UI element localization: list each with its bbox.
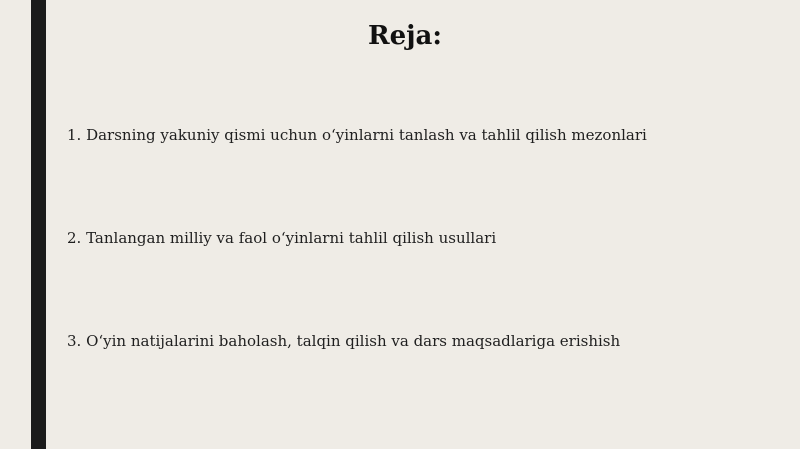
- plan-item-3: 3. O‘yin natijalarini baholash, talqin qilish va dars maqsadlariga erishish: [67, 332, 621, 350]
- plan-item-1: 1. Darsning yakuniy qismi uchun o‘yinlarni tanlash va tahlil qilish mezonlari: [67, 126, 647, 144]
- left-accent-bar: [31, 0, 46, 449]
- slide-title: Reja:: [367, 21, 442, 51]
- plan-item-2: 2. Tanlangan milliy va faol o‘yinlarni tahlil qilish usullari: [67, 229, 497, 247]
